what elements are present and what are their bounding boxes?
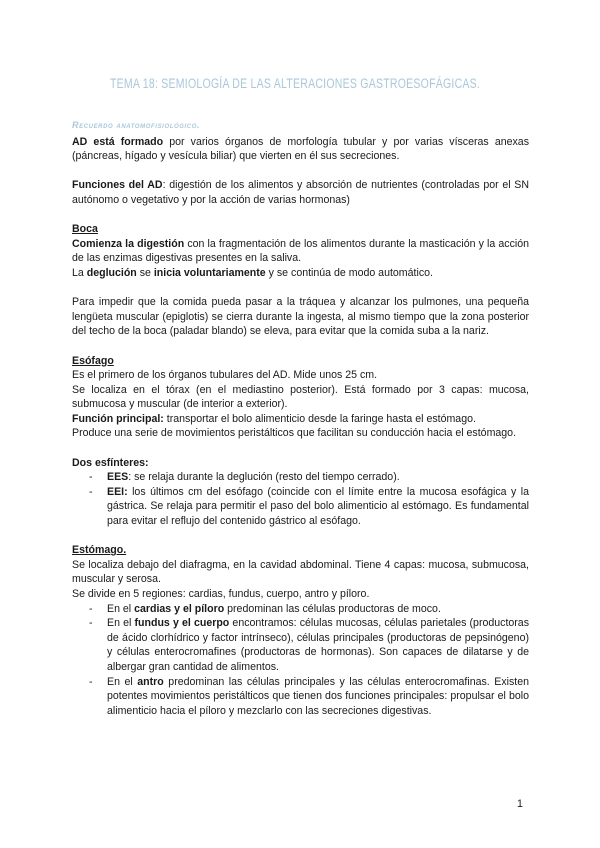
paragraph-esofago-1: Es el primero de los órganos tubulares del AD. Mide unos 25 cm.	[72, 369, 378, 382]
paragraph-esofago-funcion: Función principal: transportar el bolo alimenticio desde la faringe hasta el estómago.	[72, 412, 476, 425]
list-item: - EES: se relaja durante la deglución (resto del tiempo cerrado).	[89, 471, 400, 484]
section-subtitle: Recuerdo anatomofisiológico.	[72, 120, 201, 130]
paragraph-esofago-4: Produce una serie de movimientos peristálticos que facilitan su conducción hacia el estómago.	[72, 427, 517, 440]
list-estomago	[72, 602, 529, 719]
paragraph-estomago-2: Se divide en 5 regiones: cardias, fundus, cuerpo, antro y píloro.	[72, 588, 370, 600]
paragraph-estomago-1: Se localiza debajo del diafragma, en la cavidad abdominal. Tiene 4 capas: mucosa, submucosa, muscular y serosa.	[72, 558, 529, 586]
page-number: 1	[517, 798, 523, 810]
heading-esfinteres: Dos esfínteres:	[72, 456, 149, 469]
heading-esofago: Esófago	[72, 354, 114, 367]
paragraph-ad-definition: AD está formado por varios órganos de morfología tubular y por varias vísceras anexas (páncreas, hígado y vesícula biliar) que vierten en él sus secreciones.	[72, 135, 529, 163]
heading-estomago: Estómago.	[72, 544, 127, 557]
list-item: - EEI: los últimos cm del esófago (coincide con el límite entre la mucosa esofágica y la gástrica. Se relaja para permitir el paso del bolo alimenticio al estómago. Es fundamental para evitar el reflujo del contenido gástrico al esófago.	[89, 485, 529, 528]
list-item: - En el cardias y el píloro predominan las células productoras de moco.	[89, 602, 441, 615]
paragraph-boca-deglucion: La deglución se inicia voluntariamente y se continúa de modo automático.	[72, 266, 433, 279]
list-esfinteres	[72, 470, 529, 528]
heading-boca: Boca	[72, 223, 98, 236]
paragraph-esofago-2: Se localiza en el tórax (en el mediastino posterior). Está formado por 3 capas: mucosa, submucosa y muscular (de interior a exterior).	[72, 383, 529, 411]
list-item: - En el antro predominan las células principales y las células enterocromafinas. Existen potentes movimientos peristálticos que tienen dos funciones principales: propulsar el bolo alimenticio hacia el píloro y mezclarlo con las secreciones digestivas.	[89, 675, 530, 717]
document-body	[72, 118, 529, 718]
list-item: - En el fundus y el cuerpo encontramos: células mucosas, células parietales (productoras de ácido clorhídrico y factor intrínseco), células principales (productoras de pepsinógeno) y células enterocromafines (productoras de hormonas). Son capaces de dilatarse y de albergar gran cantidad de alimentos.	[89, 617, 529, 673]
paragraph-boca-epiglotis: Para impedir que la comida pueda pasar a la tráquea y alcanzar los pulmones, una pequeña lengüeta muscular (epiglotis) se cierra durante la ingesta, al mismo tiempo que la zona posterior del techo de la boca (paladar blando) se eleva, para evitar que la comida suba a la nariz.	[72, 296, 529, 338]
paragraph-boca-digestion: Comienza la digestión con la fragmentación de los alimentos durante la masticación y la acción de las enzimas digestivas presentes en la saliva.	[72, 237, 530, 265]
paragraph-ad-functions: Funciones del AD: digestión de los alimentos y absorción de nutrientes (controladas por el SN autónomo o vegetativo y por la acción de varias hormonas)	[72, 179, 529, 206]
page-title: TEMA 18: SEMIOLOGÍA DE LAS ALTERACIONES GASTROESOFÁGICAS.	[110, 76, 481, 91]
